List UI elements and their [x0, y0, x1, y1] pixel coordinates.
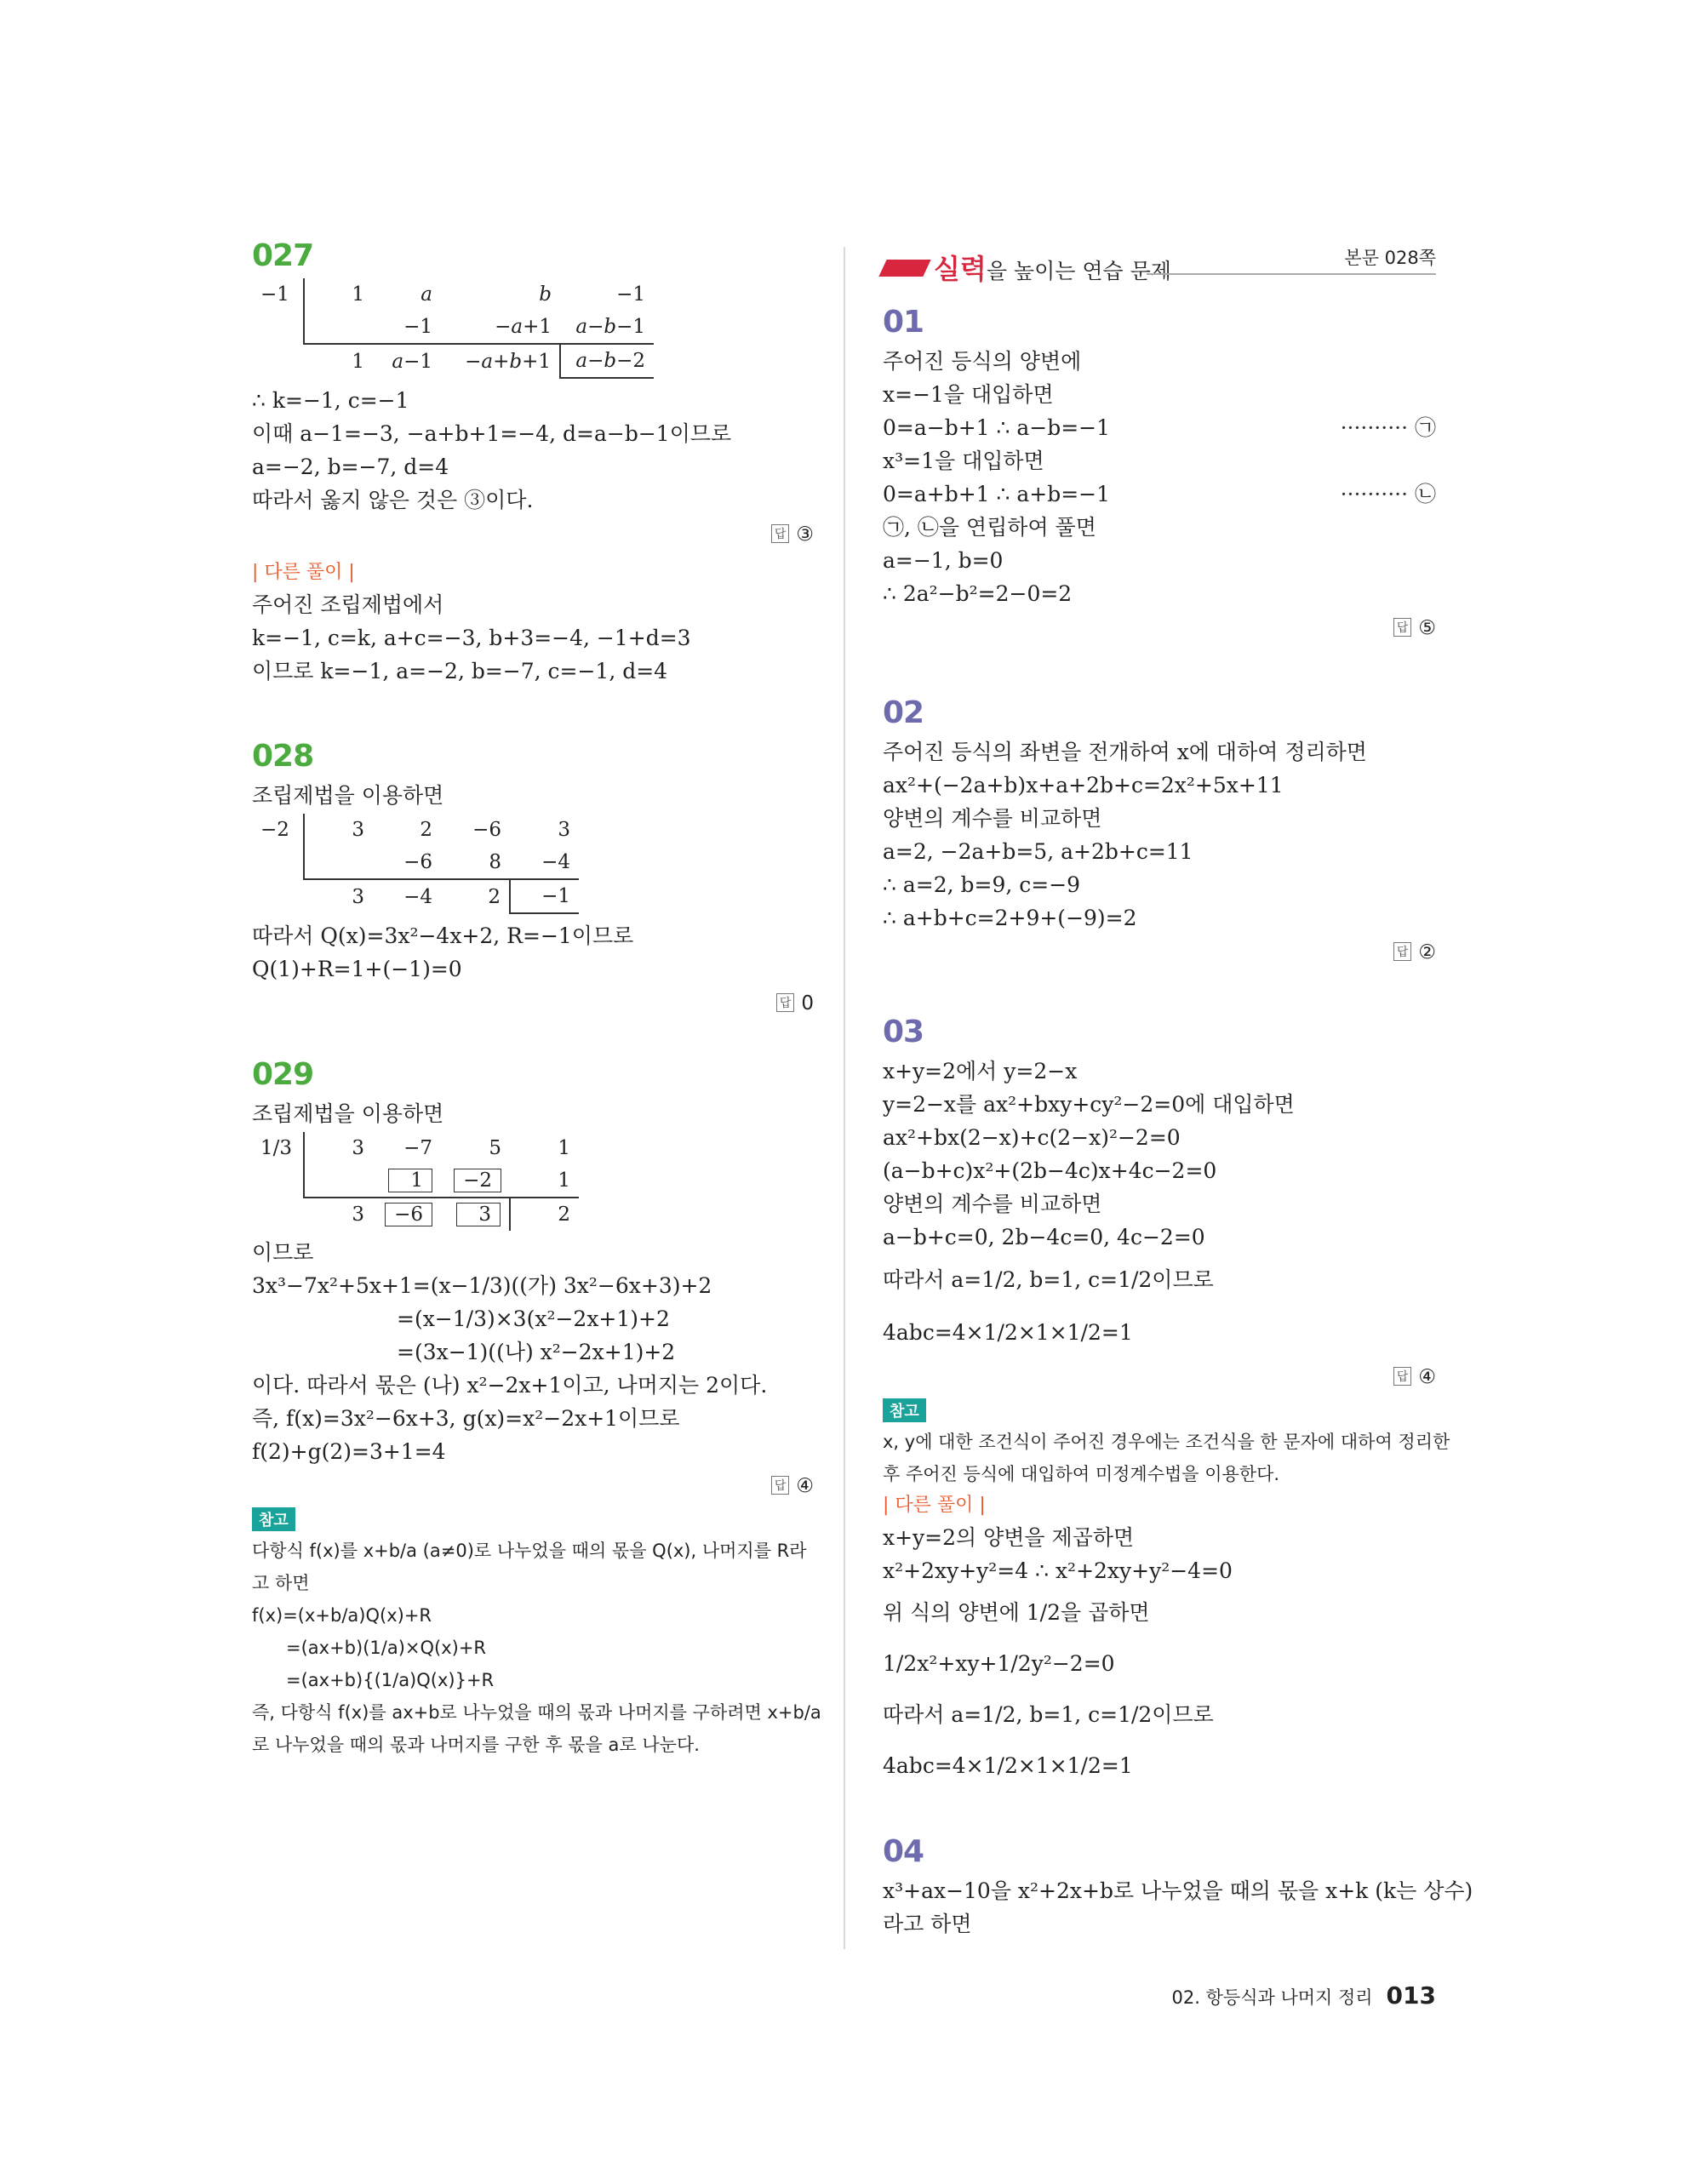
solution-line: x+y=2의 양변을 제곱하면 [883, 1525, 1135, 1550]
problem-02 [883, 695, 1436, 963]
solution-line: y=2−x를 ax²+bxy+cy²−2=0에 대입하면 [883, 1092, 1295, 1117]
reference-mark: ·········· ㉠ [1340, 415, 1436, 440]
solution-line: ∴ a+b+c=2+9+(−9)=2 [883, 906, 1137, 930]
solution-line: a=−1, b=0 [883, 548, 1004, 573]
solution-line: 이므로 [252, 1240, 314, 1265]
note-line: 로 나누었을 때의 몫과 나머지를 구한 후 몫을 a로 나눈다. [252, 1735, 700, 1755]
problem-number: 04 [883, 1834, 924, 1869]
solution-line: ∴ 2a²−b²=2−0=2 [883, 581, 1073, 606]
solution-line: x³=1을 대입하면 [883, 449, 1044, 473]
synthetic-division-table: −2 3 2 −6 3 −6 8 −4 3 −4 2 −1 [252, 814, 579, 914]
solution-line: k=−1, c=k, a+c=−3, b+3=−4, −1+d=3 [252, 626, 691, 650]
left-column [252, 238, 821, 1761]
problem-029 [252, 1057, 821, 1761]
solution-line: a=2, −2a+b=5, a+2b+c=11 [883, 839, 1193, 864]
solution-line: 조립제법을 이용하면 [252, 783, 444, 808]
solution-line: 이때 a−1=−3, −a+b+1=−4, d=a−b−1이므로 [252, 421, 732, 446]
note-line: =(ax+b)(1/a)×Q(x)+R [286, 1638, 487, 1658]
problem-028 [252, 739, 814, 1015]
solution-line: ∴ a=2, b=9, c=−9 [883, 872, 1081, 897]
other-solution-label: | 다른 풀이 | [252, 562, 355, 583]
problem-number: 028 [252, 739, 314, 774]
answer-badge-icon: 답 [1393, 1367, 1412, 1386]
solution-line: 0=a−b+1 ∴ a−b=−1 ·········· ㉠ [883, 411, 1436, 444]
solution-line: ax²+(−2a+b)x+a+2b+c=2x²+5x+11 [883, 773, 1284, 798]
page-reference: 본문 028쪽 [1344, 248, 1436, 268]
equation-line: 3x³−7x²+5x+1=(x−1/3)((가) 3x²−6x+3)+2 [252, 1273, 712, 1298]
problem-number: 01 [883, 305, 924, 340]
solution-line: 주어진 등식의 양변에 [883, 349, 1082, 374]
answer: 답 ④ [883, 1366, 1436, 1388]
solution-line: 이므로 k=−1, a=−2, b=−7, c=−1, d=4 [252, 659, 668, 683]
solution-line: 4abc=4×1/2×1×1/2=1 [883, 1320, 1133, 1345]
solution-line: 양변의 계수를 비교하면 [883, 1192, 1102, 1216]
column-divider [844, 247, 845, 1949]
problem-03 [883, 1015, 1450, 1792]
solution-line: 주어진 등식의 좌변을 전개하여 x에 대하여 정리하면 [883, 740, 1367, 764]
ribbon-icon [878, 260, 930, 277]
note-line: 즉, 다항식 f(x)를 ax+b로 나누었을 때의 몫과 나머지를 구하려면 x+b/a [252, 1702, 821, 1723]
answer-badge-icon: 답 [771, 524, 790, 543]
note-label: 참고 [883, 1398, 926, 1422]
header-rule [1147, 273, 1436, 275]
solution-line: a−b+c=0, 2b−4c=0, 4c−2=0 [883, 1225, 1205, 1249]
solution-line: 따라서 옳지 않은 것은 ③이다. [252, 488, 534, 512]
solution-line: x+y=2에서 y=2−x [883, 1059, 1078, 1083]
synthetic-division-table: −1 1 a b −1 −1 −a+1 a−b−1 1 a−1 −a+b+1 a−b−2 [252, 278, 654, 379]
note-line: f(x)=(x+b/a)Q(x)+R [252, 1605, 432, 1626]
problem-04 [883, 1834, 1473, 1941]
solution-line: 즉, f(x)=3x²−6x+3, g(x)=x²−2x+1이므로 [252, 1406, 680, 1431]
note-label: 참고 [252, 1507, 295, 1531]
solution-line: x=−1을 대입하면 [883, 382, 1054, 407]
answer: 답 0 [252, 992, 814, 1015]
page-footer [1172, 1981, 1436, 2010]
solution-line: ax²+bx(2−x)+c(2−x)²−2=0 [883, 1125, 1181, 1150]
section-title: 실력을 높이는 연습 문제 [934, 253, 1171, 285]
solution-line: ㉠, ㉡을 연립하여 풀면 [883, 515, 1096, 540]
solution-line: Q(1)+R=1+(−1)=0 [252, 957, 462, 981]
solution-line: 따라서 a=1/2, b=1, c=1/2이므로 [883, 1267, 1214, 1292]
note-line: x, y에 대한 조건식이 주어진 경우에는 조건식을 한 문자에 대하여 정리한 [883, 1432, 1450, 1452]
problem-01 [883, 305, 1436, 639]
solution-line: 0=a+b+1 ∴ a+b=−1 ·········· ㉡ [883, 477, 1436, 511]
note-line: =(ax+b){(1/a)Q(x)}+R [286, 1670, 495, 1690]
solution-line: x²+2xy+y²=4 ∴ x²+2xy+y²−4=0 [883, 1558, 1233, 1583]
right-column [883, 305, 1473, 1941]
solution-line: 따라서 Q(x)=3x²−4x+2, R=−1이므로 [252, 923, 634, 948]
solution-line: (a−b+c)x²+(2b−4c)x+4c−2=0 [883, 1158, 1217, 1183]
solution-line: 위 식의 양변에 1/2을 곱하면 [883, 1600, 1150, 1625]
problem-number: 02 [883, 695, 924, 730]
note-line: 다항식 f(x)를 x+b/a (a≠0)로 나누었을 때의 몫을 Q(x), 나머지를 R라 [252, 1541, 807, 1561]
answer: 답 ③ [252, 523, 814, 546]
answer-badge-icon: 답 [1393, 618, 1412, 637]
equation-line: =(x−1/3)×3(x²−2x+1)+2 [397, 1306, 670, 1331]
solution-line: f(2)+g(2)=3+1=4 [252, 1439, 446, 1464]
equation-line: =(3x−1)((나) x²−2x+1)+2 [397, 1340, 676, 1364]
other-solution-label: | 다른 풀이 | [883, 1495, 986, 1516]
answer-badge-icon: 답 [776, 993, 795, 1012]
reference-mark: ·········· ㉡ [1340, 482, 1436, 506]
solution-line: 따라서 a=1/2, b=1, c=1/2이므로 [883, 1702, 1214, 1727]
problem-number: 027 [252, 238, 314, 273]
answer-badge-icon: 답 [1393, 942, 1412, 961]
solution-line: 주어진 조립제법에서 [252, 592, 444, 617]
page-number: 013 [1386, 1981, 1436, 2010]
solution-line: a=−2, b=−7, d=4 [252, 455, 449, 479]
solution-line: 라고 하면 [883, 1912, 972, 1936]
solution-line: x³+ax−10을 x²+2x+b로 나누었을 때의 몫을 x+k (k는 상수) [883, 1878, 1473, 1903]
note-line: 후 주어진 등식에 대입하여 미정계수법을 이용한다. [883, 1464, 1280, 1484]
chapter-title: 02. 항등식과 나머지 정리 [1171, 1987, 1373, 2008]
solution-line: ∴ k=−1, c=−1 [252, 388, 409, 413]
synthetic-division-table: 1/3 3 −7 5 1 1 −2 1 3 −6 3 2 [252, 1132, 579, 1231]
solution-line: 이다. 따라서 몫은 (나) x²−2x+1이고, 나머지는 2이다. [252, 1373, 768, 1398]
solution-line: 1/2x²+xy+1/2y²−2=0 [883, 1651, 1115, 1676]
answer-badge-icon: 답 [771, 1476, 790, 1495]
answer: 답 ④ [252, 1475, 814, 1497]
problem-number: 029 [252, 1057, 314, 1092]
solution-line: 4abc=4×1/2×1×1/2=1 [883, 1753, 1133, 1778]
solution-line: 양변의 계수를 비교하면 [883, 806, 1102, 831]
note-line: 고 하면 [252, 1573, 310, 1593]
solution-line: 조립제법을 이용하면 [252, 1101, 444, 1126]
problem-number: 03 [883, 1015, 924, 1049]
answer: 답 ⑤ [883, 617, 1436, 639]
answer: 답 ② [883, 941, 1436, 963]
problem-027 [252, 238, 814, 688]
